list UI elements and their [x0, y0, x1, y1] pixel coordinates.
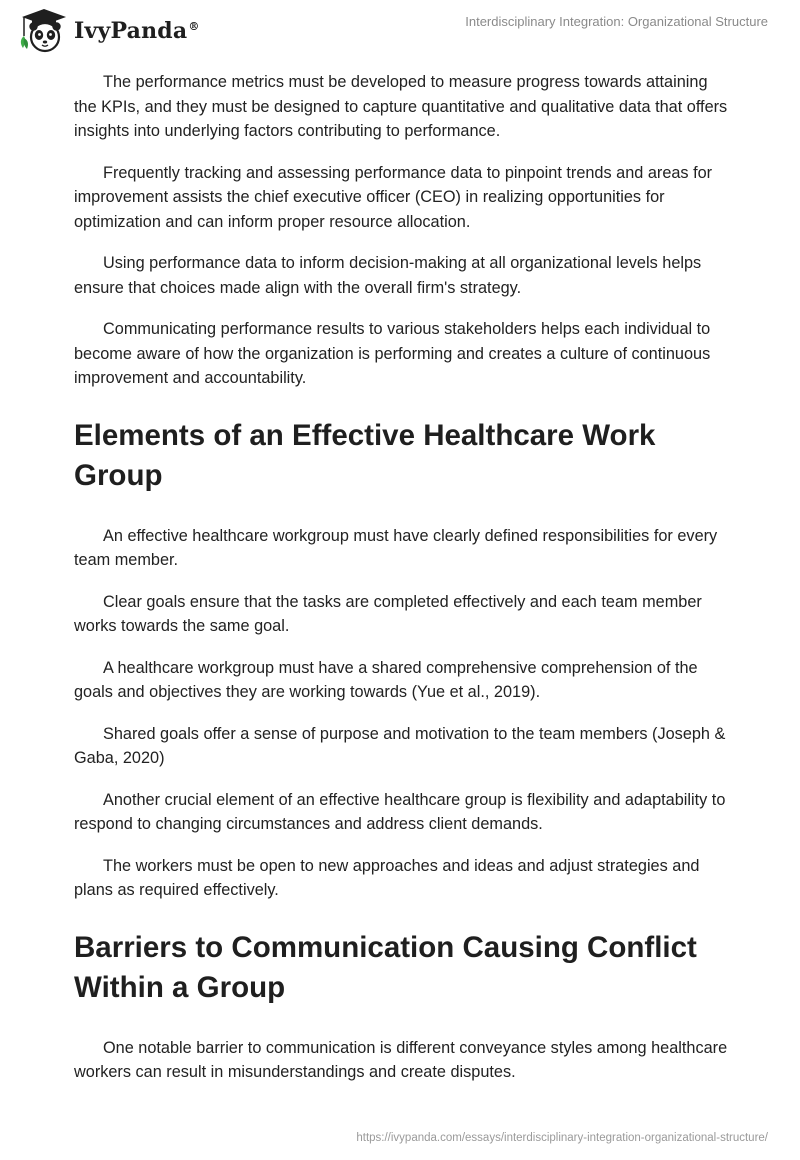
paragraph: Frequently tracking and assessing performance data to pinpoint trends and areas for improvement assists the chief executive officer (CEO) in realizing opportunities for optimization and can inform proper resource allocation. — [74, 163, 713, 231]
paragraph: Using performance data to inform decision-making at all organizational levels helps ensure that choices made align with the overall firm's strategy. — [74, 254, 702, 297]
paragraph: Communicating performance results to various stakeholders helps each individual to become aware of how the organization is performing and creates a culture of continuous improvement and accountability. — [74, 320, 711, 387]
paragraph: Shared goals offer a sense of purpose and motivation to the team members (Joseph & Gaba, 2020) — [74, 724, 726, 767]
paragraph: A healthcare workgroup must have a shared comprehensive comprehension of the goals and objectives they are working towards (Yue et al., 2019). — [74, 658, 698, 701]
source-url-link[interactable]: https://ivypanda.com/essays/interdisciplinary-integration-organizational-structure/ — [356, 1132, 768, 1144]
panda-graduate-icon — [14, 6, 70, 54]
registered-mark: ® — [188, 19, 200, 33]
article-body — [74, 70, 734, 1102]
paragraph: One notable barrier to communication is different conveyance styles among healthcare workers can result in misunderstandings and create disputes. — [74, 1038, 728, 1081]
page-header — [0, 0, 800, 60]
brand-logo[interactable] — [14, 6, 200, 54]
document-title: Interdisciplinary Integration: Organizational Structure — [465, 14, 768, 29]
section-heading: Barriers to Communication Causing Conflict Within a Group — [74, 930, 697, 1004]
paragraph: The workers must be open to new approaches and ideas and adjust strategies and plans as required effectively. — [74, 856, 700, 899]
brand-name: IvyPanda® — [74, 18, 200, 44]
paragraph: An effective healthcare workgroup must have clearly defined responsibilities for every team member. — [74, 526, 718, 569]
section-heading: Elements of an Effective Healthcare Work Group — [74, 418, 656, 492]
paragraph: Clear goals ensure that the tasks are completed effectively and each team member works towards the same goal. — [74, 592, 702, 635]
paragraph: Another crucial element of an effective healthcare group is flexibility and adaptability to respond to changing circumstances and address client demands. — [74, 790, 726, 833]
paragraph: The performance metrics must be developed to measure progress towards attaining the KPIs, and they must be designed to capture quantitative and qualitative data that offers insights into underlying factors contributing to performance. — [74, 73, 728, 140]
